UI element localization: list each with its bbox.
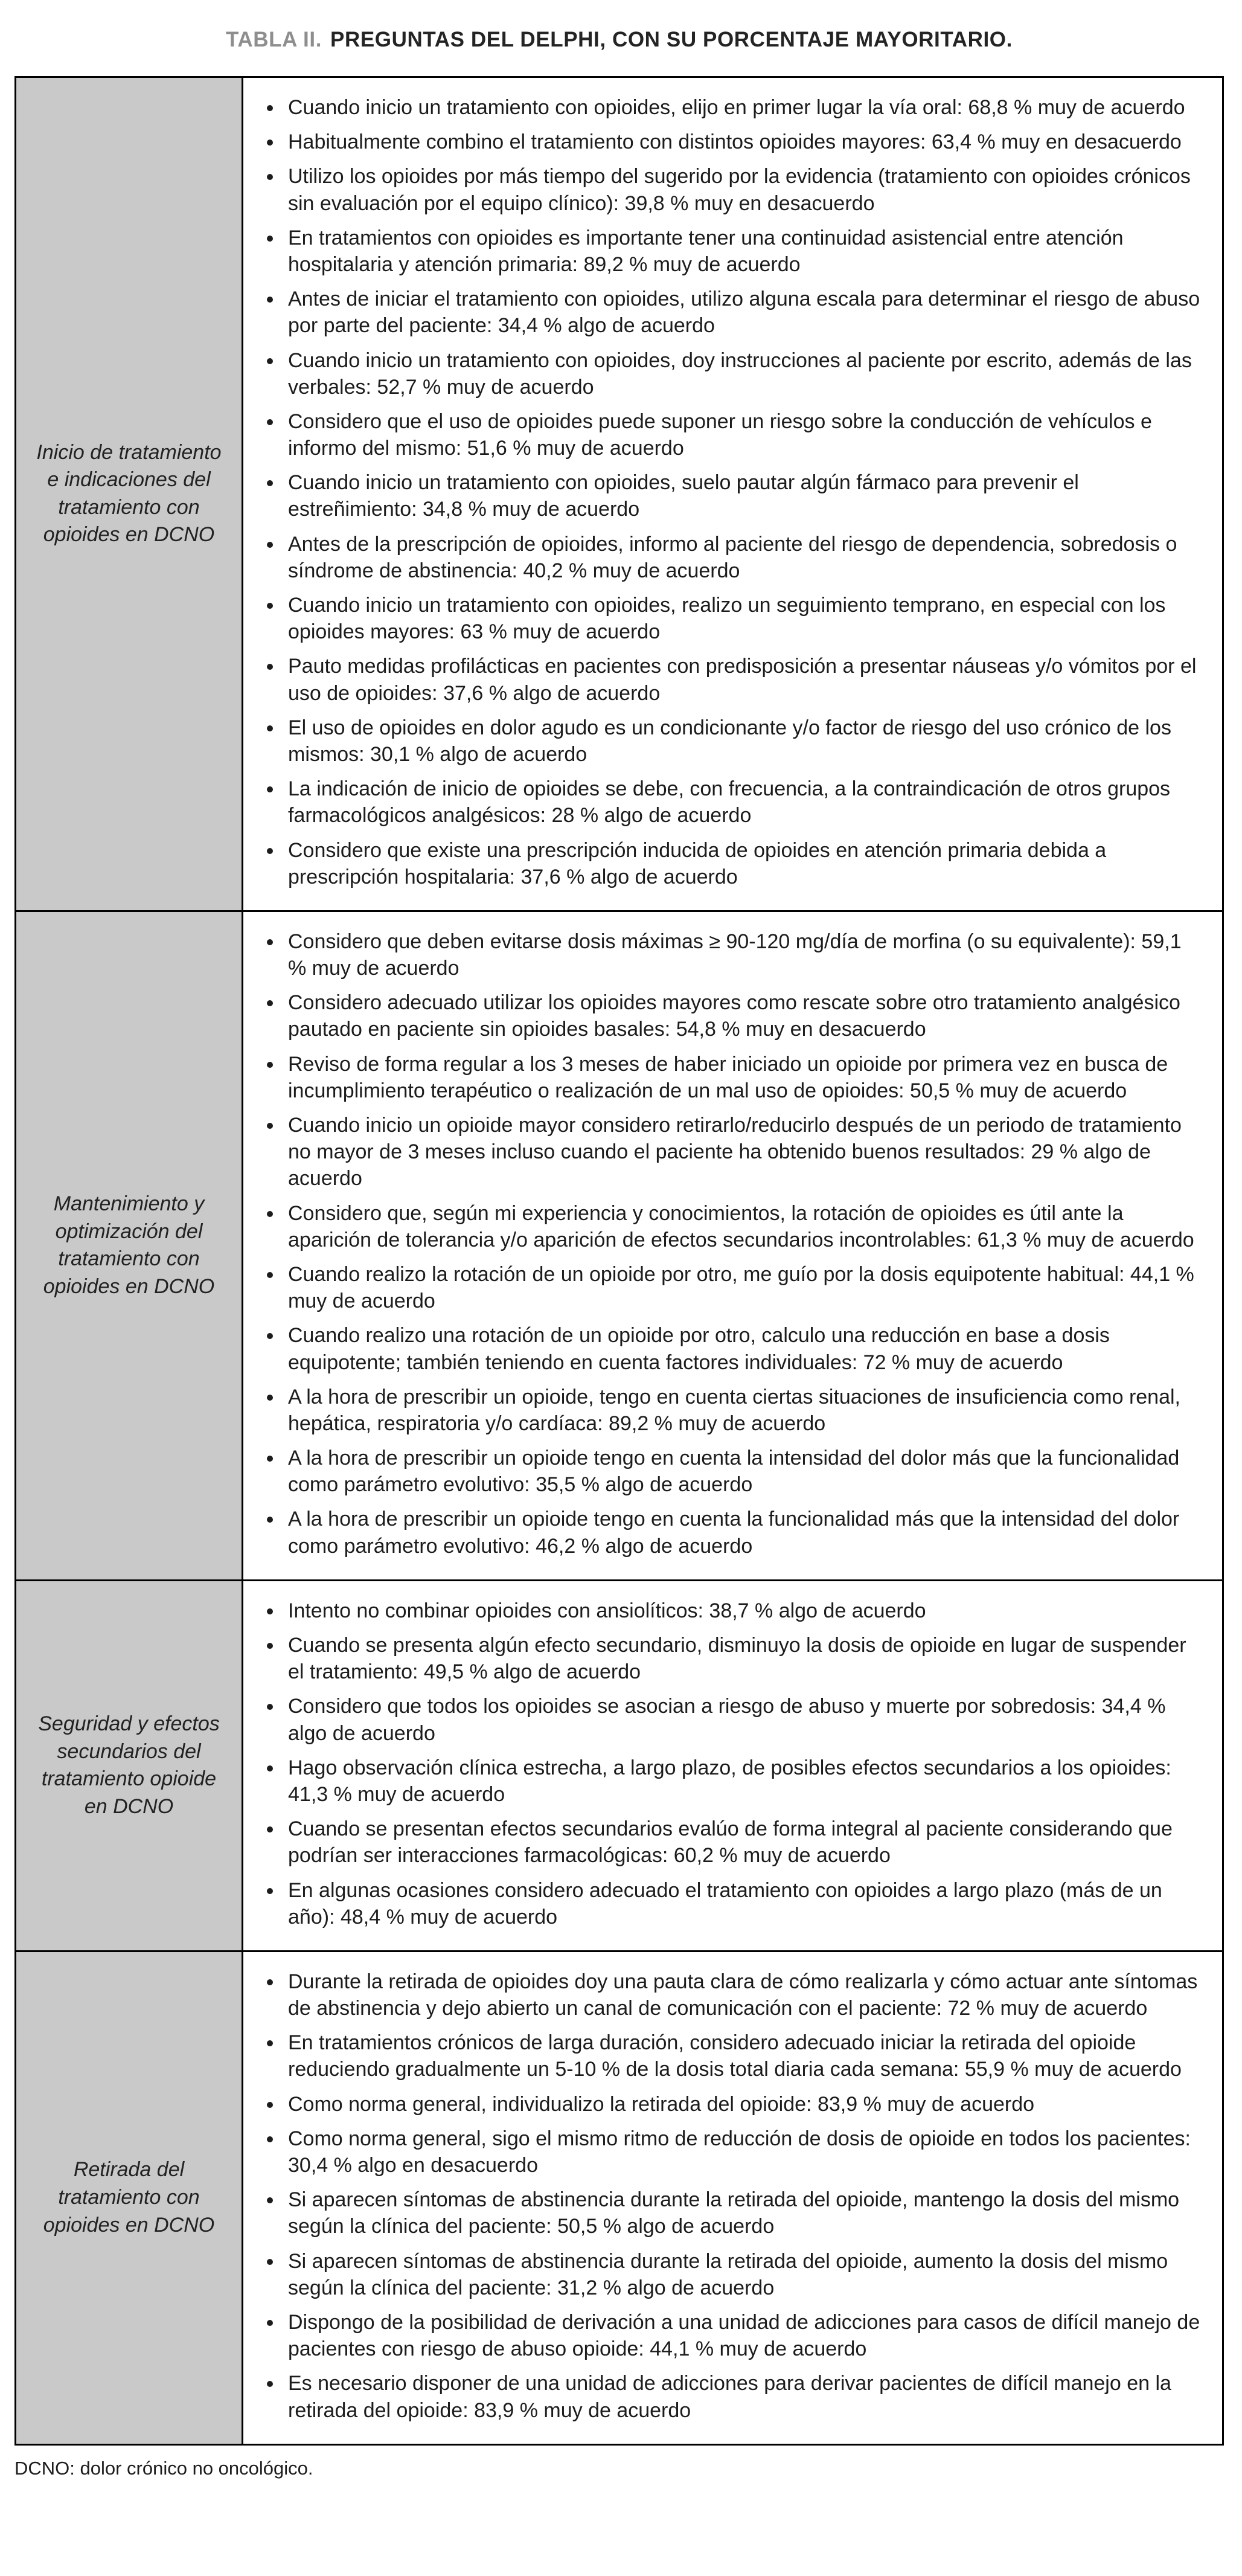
question-item: • Dispongo de la posibilidad de derivación a una unidad de adicciones para casos de difícil manejo de pacientes con riesgo de abuso opioide: 44,1 % muy de acuerdo (283, 2309, 1204, 2362)
category-cell: Mantenimiento y optimización del tratamiento con opioides en DCNO (16, 911, 243, 1580)
question-list (254, 1598, 1204, 1930)
category-cell: Inicio de tratamiento e indicaciones del tratamiento con opioides en DCNO (16, 77, 243, 911)
question-item: • Habitualmente combino el tratamiento con distintos opioides mayores: 63,4 % muy en desacuerdo (283, 129, 1204, 155)
question-list (254, 94, 1204, 890)
questions-cell (243, 77, 1223, 911)
question-item: • Considero que todos los opioides se asocian a riesgo de abuso y muerte por sobredosis: 34,4 % algo de acuerdo (283, 1693, 1204, 1746)
footnote: DCNO: dolor crónico no oncológico. (14, 2457, 313, 2479)
question-item: • Considero que el uso de opioides puede suponer un riesgo sobre la conducción de vehículos e informo del mismo: 51,6 % muy de acuerdo (283, 408, 1204, 461)
question-item: • Cuando inicio un tratamiento con opioides, doy instrucciones al paciente por escrito, además de las verbales: 52,7 % muy de acuerdo (283, 347, 1204, 400)
delphi-table (14, 76, 1224, 2446)
category-cell: Retirada del tratamiento con opioides en DCNO (16, 1951, 243, 2444)
question-item: • Intento no combinar opioides con ansiolíticos: 38,7 % algo de acuerdo (283, 1598, 1204, 1624)
question-item: • Hago observación clínica estrecha, a largo plazo, de posibles efectos secundarios a los opioides: 41,3 % muy de acuerdo (283, 1755, 1204, 1808)
question-item: • En algunas ocasiones considero adecuado el tratamiento con opioides a largo plazo (más de un año): 48,4 % muy de acuerdo (283, 1877, 1204, 1930)
question-item: • Durante la retirada de opioides doy una pauta clara de cómo realizarla y cómo actuar ante síntomas de abstinencia y dejo abierto un canal de comunicación con el paciente: 72 % muy de acuerdo (283, 1968, 1204, 2022)
category-cell: Seguridad y efectos secundarios del tratamiento opioide en DCNO (16, 1580, 243, 1951)
question-item: • Cuando se presenta algún efecto secundario, disminuyo la dosis de opioide en lugar de suspender el tratamiento: 49,5 % algo de acuerdo (283, 1632, 1204, 1685)
question-item: • Considero que, según mi experiencia y conocimientos, la rotación de opioides es útil ante la aparición de tolerancia y/o aparición de efectos secundarios incontrolables: 61,3 % muy de acuerdo (283, 1200, 1204, 1253)
questions-cell (243, 1580, 1223, 1951)
question-item: • Cuando realizo la rotación de un opioide por otro, me guío por la dosis equipotente habitual: 44,1 % muy de acuerdo (283, 1261, 1204, 1314)
delphi-table-body (16, 77, 1223, 2445)
question-item: • Cuando inicio un opioide mayor considero retirarlo/reducirlo después de un periodo de tratamiento no mayor de 3 meses incluso cuando el paciente ha obtenido buenos resultados: 29 % algo de acuerdo (283, 1112, 1204, 1192)
question-item: • Utilizo los opioides por más tiempo del sugerido por la evidencia (tratamiento con opioides crónicos sin evaluación por el equipo clínico): 39,8 % muy en desacuerdo (283, 163, 1204, 216)
question-item: • Considero que deben evitarse dosis máximas ≥ 90-120 mg/día de morfina (o su equivalente): 59,1 % muy de acuerdo (283, 928, 1204, 981)
question-item: • Antes de la prescripción de opioides, informo al paciente del riesgo de dependencia, sobredosis o síndrome de abstinencia: 40,2 % muy de acuerdo (283, 531, 1204, 584)
question-item: • Antes de iniciar el tratamiento con opioides, utilizo alguna escala para determinar el riesgo de abuso por parte del paciente: 34,4 % algo de acuerdo (283, 286, 1204, 339)
question-list (254, 928, 1204, 1559)
questions-cell (243, 1951, 1223, 2444)
section-row (16, 1580, 1223, 1951)
question-item: • Cuando realizo una rotación de un opioide por otro, calculo una reducción en base a dosis equipotente; también teniendo en cuenta factores individuales: 72 % muy de acuerdo (283, 1322, 1204, 1375)
question-item: • Cuando inicio un tratamiento con opioides, suelo pautar algún fármaco para prevenir el estreñimiento: 34,8 % muy de acuerdo (283, 469, 1204, 522)
question-item: • Pauto medidas profilácticas en pacientes con predisposición a presentar náuseas y/o vómitos por el uso de opioides: 37,6 % algo de acuerdo (283, 653, 1204, 706)
section-row (16, 911, 1223, 1580)
question-list (254, 1968, 1204, 2424)
question-item: • En tratamientos crónicos de larga duración, considero adecuado iniciar la retirada del opioide reduciendo gradualmente un 5-10 % de la dosis total diaria cada semana: 55,9 % muy de acuerdo (283, 2029, 1204, 2083)
question-item: • El uso de opioides en dolor agudo es un condicionante y/o factor de riesgo del uso crónico de los mismos: 30,1 % algo de acuerdo (283, 715, 1204, 768)
table-title-caption: PREGUNTAS DEL DELPHI, CON SU PORCENTAJE MAYORITARIO. (330, 28, 1013, 51)
question-item: • Considero que existe una prescripción inducida de opioides en atención primaria debida a prescripción hospitalaria: 37,6 % algo de acuerdo (283, 837, 1204, 890)
section-row (16, 1951, 1223, 2444)
table-title (14, 28, 1224, 52)
section-row (16, 77, 1223, 911)
question-item: • Reviso de forma regular a los 3 meses de haber iniciado un opioide por primera vez en busca de incumplimiento terapéutico o realización de un mal uso de opioides: 50,5 % muy de acuerdo (283, 1051, 1204, 1104)
question-item: • Cuando se presentan efectos secundarios evalúo de forma integral al paciente considerando que podrían ser interacciones farmacológicas: 60,2 % muy de acuerdo (283, 1816, 1204, 1869)
question-item: • Como norma general, individualizo la retirada del opioide: 83,9 % muy de acuerdo (283, 2091, 1204, 2118)
question-item: • A la hora de prescribir un opioide, tengo en cuenta ciertas situaciones de insuficiencia como renal, hepática, respiratoria y/o cardíaca: 89,2 % muy de acuerdo (283, 1384, 1204, 1437)
question-item: • Es necesario disponer de una unidad de adicciones para derivar pacientes de difícil manejo en la retirada del opioide: 83,9 % muy de acuerdo (283, 2370, 1204, 2423)
question-item: • Como norma general, sigo el mismo ritmo de reducción de dosis de opioide en todos los pacientes: 30,4 % algo en desacuerdo (283, 2125, 1204, 2179)
question-item: • A la hora de prescribir un opioide tengo en cuenta la intensidad del dolor más que la funcionalidad como parámetro evolutivo: 35,5 % algo de acuerdo (283, 1445, 1204, 1498)
question-item: • Cuando inicio un tratamiento con opioides, elijo en primer lugar la vía oral: 68,8 % muy de acuerdo (283, 94, 1204, 121)
question-item: • En tratamientos con opioides es importante tener una continuidad asistencial entre atención hospitalaria y atención primaria: 89,2 % muy de acuerdo (283, 225, 1204, 278)
question-item: • Si aparecen síntomas de abstinencia durante la retirada del opioide, aumento la dosis del mismo según la clínica del paciente: 31,2 % algo de acuerdo (283, 2248, 1204, 2301)
questions-cell (243, 911, 1223, 1580)
question-item: • La indicación de inicio de opioides se debe, con frecuencia, a la contraindicación de otros grupos farmacológicos analgésicos: 28 % algo de acuerdo (283, 776, 1204, 829)
table-title-label: TABLA II. (226, 28, 322, 51)
question-item: • Cuando inicio un tratamiento con opioides, realizo un seguimiento temprano, en especial con los opioides mayores: 63 % muy de acuerdo (283, 592, 1204, 645)
question-item: • Considero adecuado utilizar los opioides mayores como rescate sobre otro tratamiento analgésico pautado en paciente sin opioides basales: 54,8 % muy en desacuerdo (283, 989, 1204, 1042)
question-item: • Si aparecen síntomas de abstinencia durante la retirada del opioide, mantengo la dosis del mismo según la clínica del paciente: 50,5 % algo de acuerdo (283, 2186, 1204, 2240)
question-item: • A la hora de prescribir un opioide tengo en cuenta la funcionalidad más que la intensidad del dolor como parámetro evolutivo: 46,2 % algo de acuerdo (283, 1506, 1204, 1559)
